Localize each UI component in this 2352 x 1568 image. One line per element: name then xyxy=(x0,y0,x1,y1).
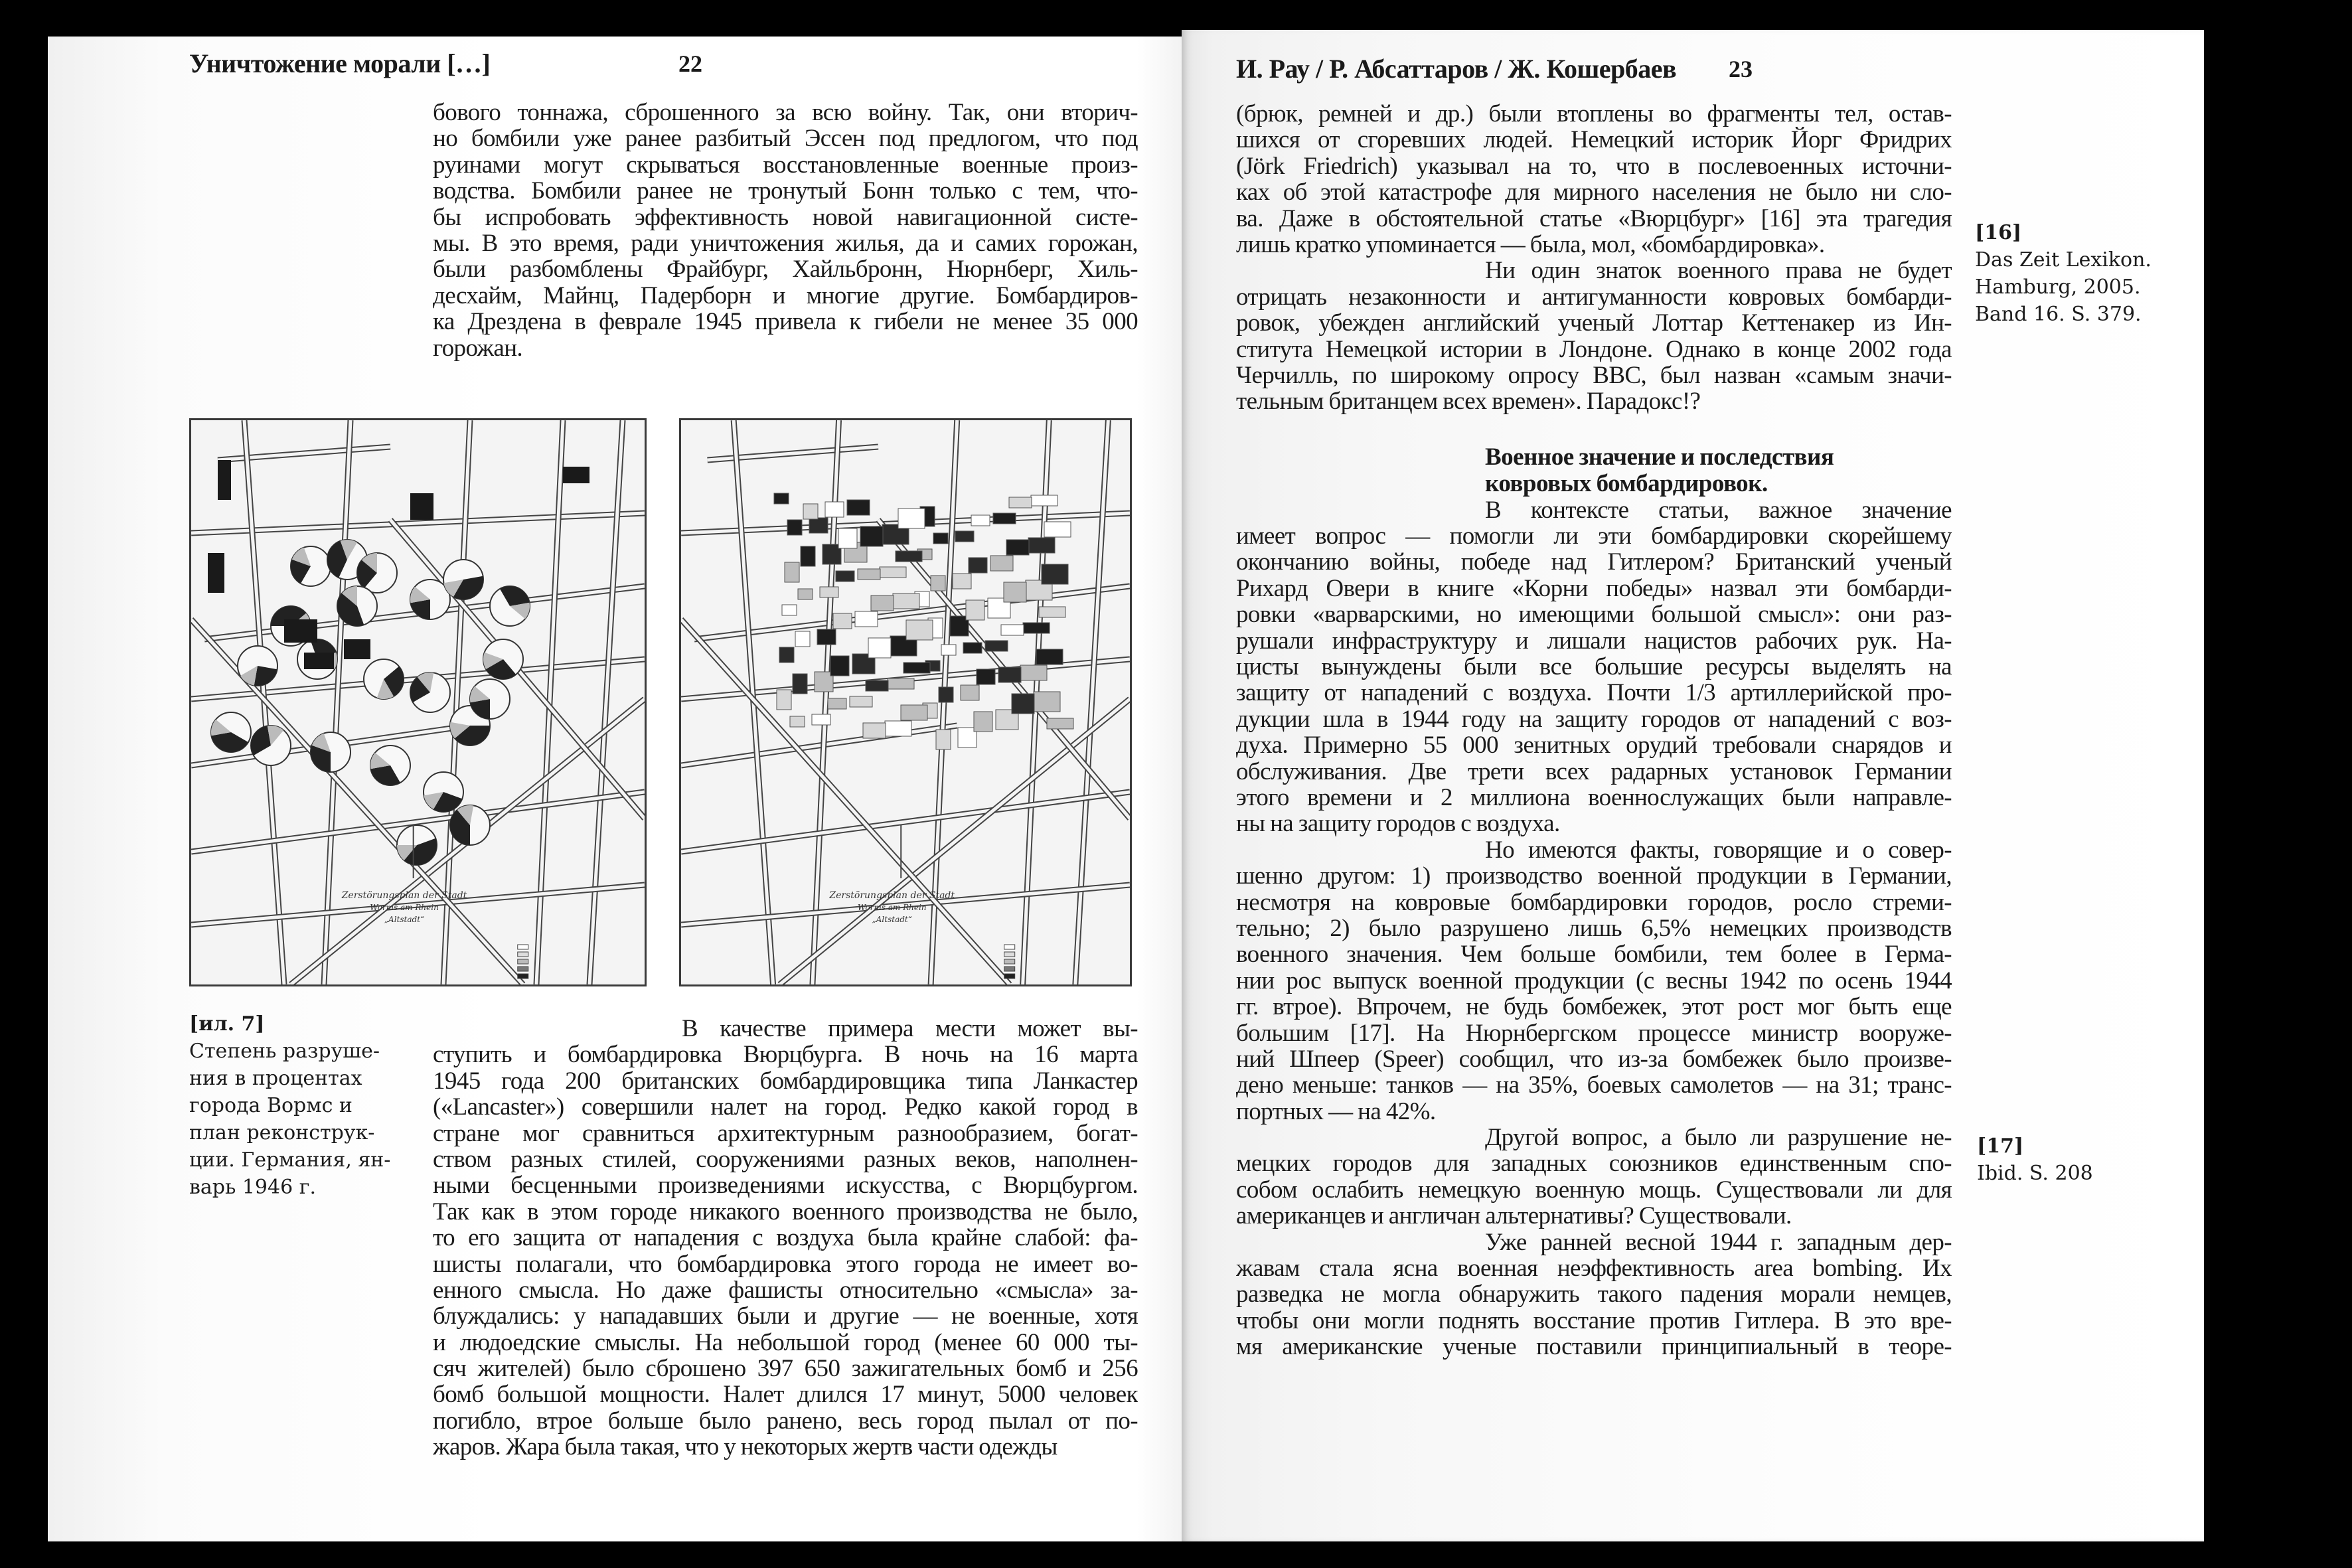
building-shaded xyxy=(1009,497,1032,508)
section-heading xyxy=(1236,444,1952,497)
section-heading-line: ковровых бомбардировок. xyxy=(1485,469,1768,497)
pie-chart xyxy=(470,679,510,719)
section-spacer xyxy=(1236,415,1952,444)
building-shaded xyxy=(860,526,883,546)
footnote-line: Hamburg, 2005. xyxy=(1975,275,2141,299)
building-shaded xyxy=(903,663,930,673)
building-shaded xyxy=(1042,564,1068,584)
building-shaded xyxy=(779,647,794,663)
map-title-line: Zerstörungsplan der Stadt xyxy=(829,890,955,901)
text-line: этого времени и 2 миллиона военнослужащих были направле- xyxy=(1236,784,1952,811)
text-line: (брюк, ремней и др.) были втоплены во фрагменты тел, остав- xyxy=(1236,101,1952,127)
footnote-ref: [16] xyxy=(1975,221,2022,244)
text-line: нии рос выпуск военной продукции (с весны 1942 по осень 1944 xyxy=(1236,967,1952,994)
text-line: шихся от сгоревших людей. Немецкий историк Йорг Фридрих xyxy=(1236,127,1952,153)
legend-swatch xyxy=(1004,952,1015,957)
text-line: ва. Даже в обстоятельной статье «Вюрцбург» [16] эта трагедия xyxy=(1236,205,1952,232)
building-shaded xyxy=(893,593,919,609)
text-line: жаров. Жара была такая, что у некоторых жертв части одежды xyxy=(433,1434,1058,1460)
page-number-right: 23 xyxy=(1729,56,1753,82)
legend-swatch xyxy=(1004,945,1015,949)
legend-swatch xyxy=(1004,967,1015,971)
building-block xyxy=(218,460,231,500)
text-line: Черчилль, по широкому опросу BBC, был назван «самым значи- xyxy=(1236,362,1952,389)
caption-line: города Вормс и xyxy=(189,1094,353,1117)
building-shaded xyxy=(955,531,974,542)
building-shaded xyxy=(795,631,810,647)
building-shaded xyxy=(1006,540,1029,555)
street xyxy=(681,792,1130,852)
text-line: десхайм, Майнц, Падерборн и многие другие. Бомбардиров- xyxy=(433,282,1138,309)
text-line: ститута Немецкой истории в Лондоне. Однако в конце 2002 года xyxy=(1236,336,1952,362)
caption-line: варь 1946 г. xyxy=(189,1176,316,1199)
text-line: стране мог сравниться архитектурным разнообразием, богат- xyxy=(433,1120,1138,1146)
text-line: защиту от нападений с воздуха. Почти 1/3 артиллерийской про- xyxy=(1236,680,1952,706)
text-line: разведка не могла обнаружить такого падения морали немцев, xyxy=(1236,1281,1952,1308)
pie-chart xyxy=(337,586,377,626)
page-number-left: 22 xyxy=(678,50,702,77)
building-shaded xyxy=(1012,694,1034,714)
building-shaded xyxy=(941,645,956,655)
building-block xyxy=(284,619,317,643)
building-shaded xyxy=(790,716,805,727)
text-line: ровок, убежден английский ученый Лоттар Кеттенакер из Ин- xyxy=(1236,310,1952,337)
pie-chart xyxy=(490,586,530,626)
building-shaded xyxy=(1034,692,1060,712)
text-line: тельно; 2) было разрушено лишь 6,5% немецких производств xyxy=(1236,915,1952,942)
building-shaded xyxy=(953,574,971,589)
left-top-paragraph xyxy=(433,100,1138,361)
pie-chart xyxy=(211,712,251,752)
building-shaded xyxy=(809,518,828,533)
building-shaded xyxy=(803,504,818,519)
building-shaded xyxy=(880,567,906,578)
pie-chart xyxy=(450,805,490,845)
text-line: ка Дрездена в феврале 1945 привела к гибели не менее 35 000 xyxy=(433,309,1138,335)
text-line: ровки «варварскими, но имеющими большой смысл»: они раз- xyxy=(1236,601,1952,628)
building-shaded xyxy=(1044,522,1071,537)
legend-swatch xyxy=(1004,959,1015,964)
pie-chart xyxy=(397,825,437,865)
text-line: но бомбили уже ранее разбитый Эссен под предлогом, что под xyxy=(433,125,1138,152)
building-block xyxy=(304,653,334,669)
caption-line: Степень разруше- xyxy=(189,1040,380,1063)
pie-chart xyxy=(443,560,483,599)
footnote-line: Band 16. S. 379. xyxy=(1975,303,2142,326)
building-shaded xyxy=(855,611,878,627)
map-title-line: Worms am Rhein xyxy=(370,903,439,912)
building-shaded xyxy=(798,589,813,599)
paragraph-4 xyxy=(1236,837,1952,1125)
building-shaded xyxy=(801,546,815,566)
map-reconstruction-plan-drawing xyxy=(681,420,1130,984)
text-line: ках об этой катастрофе для мирного населения не было ни сло- xyxy=(1236,179,1952,206)
text-line: мы. В это время, ради уничтожения жилья, да и самих горожан, xyxy=(433,230,1138,257)
running-head-left: Уничтожение морали […] xyxy=(189,48,491,78)
paragraph-2 xyxy=(1236,258,1952,414)
text-line: дено меньше: танков — на 35%, боевых самолетов — на 31; транс- xyxy=(1236,1072,1952,1099)
text-line: В контексте статьи, важное значение xyxy=(1485,497,1952,524)
building-shaded xyxy=(1031,495,1058,506)
map-title-line: „Altstadt“ xyxy=(384,915,425,924)
building-shaded xyxy=(1023,623,1050,633)
text-line: были разбомблены Фрайбург, Хайльбронн, Нюрнберг, Хиль- xyxy=(433,256,1138,283)
building-shaded xyxy=(785,562,799,582)
pie-chart xyxy=(370,745,410,785)
street xyxy=(1075,420,1108,984)
pie-chart xyxy=(291,546,331,586)
text-line: духа. Примерно 55 000 зенитных орудий требовали снарядов и xyxy=(1236,732,1952,759)
building-shaded xyxy=(901,705,927,720)
text-line: («Lancaster») совершили налет на город. Редко какой город в xyxy=(433,1094,1138,1121)
text-line: портных — на 42%. xyxy=(1236,1098,1436,1125)
building-shaded xyxy=(1001,625,1024,635)
building-shaded xyxy=(990,556,1013,571)
pie-chart xyxy=(483,639,523,679)
building-shaded xyxy=(906,620,933,640)
building-shaded xyxy=(847,500,870,515)
footnote-line: Ibid. S. 208 xyxy=(1977,1162,2093,1185)
legend-swatch xyxy=(518,974,528,979)
text-line: В качестве примера мести может вы- xyxy=(682,1016,1138,1042)
text-line: военного значения. Чем больше бомбили, тем более в Герма- xyxy=(1236,941,1952,968)
building-shaded xyxy=(817,629,836,645)
text-line: то его защита от нападения с воздуха была крайне слабой: фа- xyxy=(433,1225,1138,1251)
building-block xyxy=(563,467,589,483)
building-shaded xyxy=(793,674,807,694)
text-line: американцев и англичан альтернативы? Существовали. xyxy=(1236,1203,1792,1229)
text-line: обслуживания. Две трети всех радарных установок Германии xyxy=(1236,758,1952,785)
building-shaded xyxy=(833,613,852,629)
text-line: шисты полагали, что бомбардировка этого города не имеет во- xyxy=(433,1251,1138,1277)
pie-chart xyxy=(410,672,450,712)
text-line: Так как в этом городе никакого военного производства не было, xyxy=(433,1198,1138,1225)
text-line: мя американские ученые поставили принципиальный в теоре- xyxy=(1236,1334,1952,1360)
text-line: (Jörk Friedrich) указывал на то, что в послевоенных источни- xyxy=(1236,153,1952,180)
text-line: жавам стала ясна военная неэффективность area bombing. Их xyxy=(1236,1255,1952,1282)
text-line: большим [17]. На Нюрнбергском процессе министр вооруже- xyxy=(1236,1020,1952,1046)
text-line: тельным британцем всех времен». Парадокс!? xyxy=(1236,388,1701,415)
footnote-line: Das Zeit Lexikon. xyxy=(1975,248,2152,272)
building-shaded xyxy=(777,690,791,710)
text-line: горожан. xyxy=(433,335,523,361)
legend-swatch xyxy=(518,959,528,964)
building-shaded xyxy=(1047,718,1073,729)
building-shaded xyxy=(898,509,925,528)
right-body-text xyxy=(1236,101,1952,1360)
pie-chart xyxy=(251,726,291,765)
building-shaded xyxy=(787,520,802,535)
text-line: бомб большой мощности. Налет длился 17 минут, 5000 человек xyxy=(433,1381,1138,1408)
text-line: и людоедские смыслы. На небольшой город (менее 60 000 ты- xyxy=(433,1329,1138,1356)
building-shaded xyxy=(782,605,797,615)
text-line: блуждались: у нападавших были и другие — не военные, хотя xyxy=(433,1303,1138,1330)
text-line: собом ослабить немецкую военную мощь. Существовали ли для xyxy=(1236,1176,1952,1204)
legend-swatch xyxy=(518,952,528,957)
text-line: шенно другом: 1) производство военной продукции в Германии, xyxy=(1236,863,1952,890)
map-title-line: „Altstadt“ xyxy=(872,915,912,924)
map-destruction-pies-drawing xyxy=(191,420,645,984)
footnote-ref: [17] xyxy=(1977,1135,2024,1158)
section-heading-line: Военное значение и последствия xyxy=(1485,443,1834,471)
building-block xyxy=(344,639,370,659)
building-shaded xyxy=(993,513,1016,524)
text-line: бового тоннажа, сброшенного за всю войну. Так, они вторич- xyxy=(433,100,1138,126)
building-shaded xyxy=(812,714,830,725)
building-shaded xyxy=(888,678,914,689)
text-line: Уже ранней весной 1944 г. западным дер- xyxy=(1485,1229,1952,1256)
building-shaded xyxy=(971,515,990,526)
building-shaded xyxy=(1036,649,1063,665)
building-shaded xyxy=(966,600,984,620)
building-shaded xyxy=(868,638,891,658)
caption-line: ции. Германия, ян- xyxy=(189,1148,391,1172)
footnote-16 xyxy=(1975,219,2187,328)
text-line: руинами могут скрываться восстановленные военные произ- xyxy=(433,151,1138,179)
building-block xyxy=(208,553,224,593)
text-line: несмотря на ковровые бомбардировки городов, росло стреми- xyxy=(1236,889,1952,915)
map-title-line: Zerstörungsplan der Stadt xyxy=(341,890,467,901)
pie-chart xyxy=(238,646,277,686)
building-shaded xyxy=(933,533,948,544)
legend-swatch xyxy=(1004,974,1015,979)
text-line: Рихард Овери в книге «Корни победы» назвал эти бомбарди- xyxy=(1236,575,1952,602)
building-shaded xyxy=(850,696,872,707)
text-line: погибло, втрое больше было ранено, весь город пылал от по- xyxy=(433,1407,1138,1435)
figure-caption-text xyxy=(189,1038,428,1201)
figure-label: [ил. 7] xyxy=(189,1012,265,1036)
building-shaded xyxy=(774,493,789,504)
building-shaded xyxy=(977,669,995,684)
building-shaded xyxy=(1028,538,1055,553)
building-shaded xyxy=(838,528,857,548)
street xyxy=(589,420,623,984)
text-line: ными бесценными произведениями искусства, с Вюрцбургом. xyxy=(433,1172,1138,1199)
building-shaded xyxy=(871,595,894,611)
text-line: Но имеются факты, говорящие и о совер- xyxy=(1485,836,1952,864)
building-shaded xyxy=(866,680,888,691)
building-shaded xyxy=(858,569,880,580)
text-line: отрицать незаконности и антигуманности ковровых бомбарди- xyxy=(1236,283,1952,311)
building-shaded xyxy=(836,571,854,582)
building-shaded xyxy=(830,656,849,676)
building-shaded xyxy=(825,502,844,517)
paragraph-3 xyxy=(1236,497,1952,837)
text-line: водства. Бомбили ранее не тронутый Бонн только с тем, что- xyxy=(433,178,1138,204)
footnote-17 xyxy=(1977,1133,2189,1187)
pie-chart xyxy=(424,772,463,812)
building-shaded xyxy=(863,723,886,738)
building-shaded xyxy=(936,730,951,749)
building-shaded xyxy=(961,685,979,700)
left-bottom-paragraph xyxy=(433,1016,1138,1460)
text-line: ний Шпеер (Speer) сообщил, что из-за бомбежек было произве- xyxy=(1236,1046,1952,1073)
street xyxy=(681,726,957,765)
building-shaded xyxy=(820,587,838,597)
building-shaded xyxy=(1004,582,1026,602)
legend-swatch xyxy=(518,967,528,971)
text-line: цисты вынуждены были все большие ресурсы выделять на xyxy=(1236,654,1952,680)
figure-caption xyxy=(189,1010,428,1201)
text-line: ступить и бомбардировка Вюрцбурга. В ночь на 16 марта xyxy=(433,1042,1138,1068)
paragraph-6 xyxy=(1236,1229,1952,1360)
building-shaded xyxy=(896,551,922,562)
text-line: чтобы они могли поднять восстание против Гитлера. В это вре- xyxy=(1236,1307,1952,1334)
legend-swatch xyxy=(518,945,528,949)
building-shaded xyxy=(974,712,992,732)
text-line: рушали инфраструктуру и лишали нацистов рабочих рук. На- xyxy=(1236,627,1952,655)
text-line: мецких городов для западных союзников единственным спо- xyxy=(1236,1150,1952,1177)
text-line: ны на защиту городов с воздуха. xyxy=(1236,811,1560,837)
building-shaded xyxy=(885,721,911,736)
building-shaded xyxy=(1039,607,1065,617)
map-destruction-pies xyxy=(189,418,647,986)
building-shaded xyxy=(998,667,1021,682)
text-line: лишь кратко упоминается — была, мол, «бомбардировка». xyxy=(1236,231,1825,258)
street xyxy=(536,420,563,984)
building-shaded xyxy=(939,687,953,702)
building-shaded xyxy=(963,643,982,653)
building-shaded xyxy=(828,698,846,709)
pie-chart xyxy=(364,659,404,699)
text-line: дукции шла в 1944 году на защиту городов от нападений с воз- xyxy=(1236,706,1952,733)
paragraph-5 xyxy=(1236,1125,1952,1229)
text-line: 1945 года 200 британских бомбардировщика типа Ланкастер xyxy=(433,1067,1138,1095)
building-block xyxy=(410,493,433,520)
paragraph-1 xyxy=(1236,101,1952,258)
text-line: гг. втрое). Впрочем, не будь бомбежек, этот рост мог быть еще xyxy=(1236,994,1952,1020)
pie-slice-destroyed xyxy=(254,666,277,686)
caption-line: ния в процентах xyxy=(189,1067,362,1090)
building-shaded xyxy=(931,576,945,591)
text-line: окончанию войны, победе над Гитлером? Британский ученый xyxy=(1236,549,1952,576)
text-line: енного смысла. Но даже фашисты относительно «смысла» за- xyxy=(433,1277,1138,1304)
running-head-right: И. Рау / Р. Абсаттаров / Ж. Кошербаев xyxy=(1236,54,1677,84)
text-line: ством разных стилей, сооружениями разных веков, наполнен- xyxy=(433,1146,1138,1173)
text-line: Другой вопрос, а было ли разрушение не- xyxy=(1485,1125,1952,1151)
building-shaded xyxy=(985,641,1008,651)
map-title-line: Worms am Rhein xyxy=(857,903,927,912)
caption-line: план реконструк- xyxy=(189,1121,375,1144)
map-reconstruction-plan xyxy=(679,418,1132,986)
text-line: сяч жителей) было сброшено 397 650 зажигательных бомб и 256 xyxy=(433,1356,1138,1382)
pie-chart xyxy=(311,732,351,772)
text-line: Ни один знаток военного права не будет xyxy=(1485,258,1952,284)
text-line: бы испробовать эффективность новой навигационной систе- xyxy=(433,204,1138,230)
building-shaded xyxy=(969,558,987,573)
building-shaded xyxy=(1020,665,1047,680)
text-line: имеет вопрос — помогли ли эти бомбардировки скорейшему xyxy=(1236,523,1952,550)
